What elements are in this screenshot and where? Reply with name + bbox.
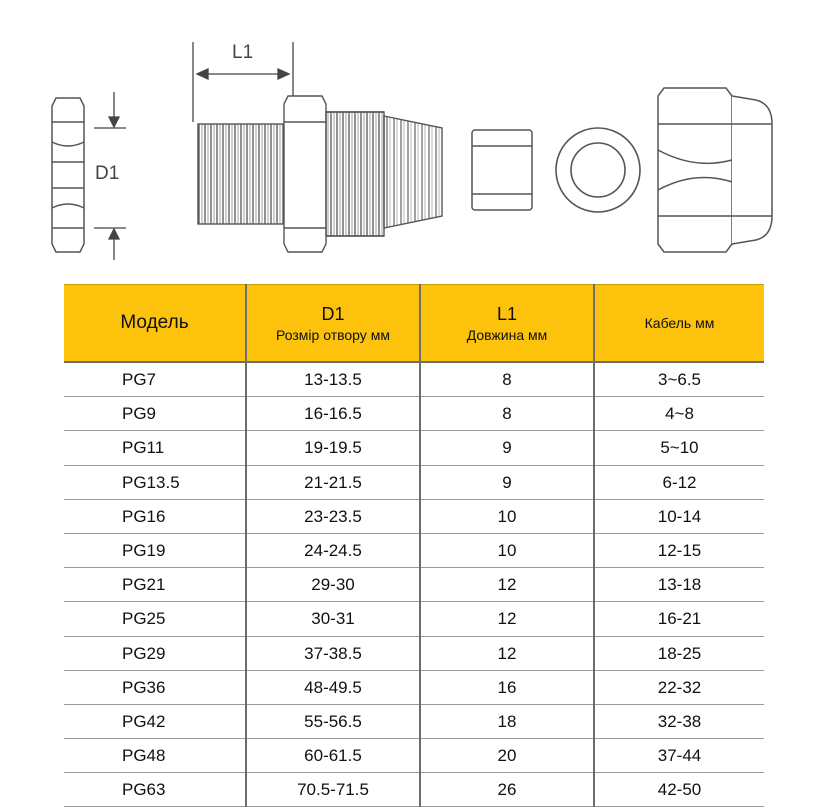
cell-model: PG11 [64, 431, 246, 465]
cell-l1: 16 [420, 670, 594, 704]
gland-body [198, 96, 442, 252]
cell-model: PG25 [64, 602, 246, 636]
cell-cable: 13-18 [594, 568, 764, 602]
cell-l1: 9 [420, 431, 594, 465]
cell-model: PG16 [64, 499, 246, 533]
cell-d1: 70.5-71.5 [246, 773, 420, 807]
cell-cable: 32-38 [594, 704, 764, 738]
table-row [64, 533, 764, 567]
header-model-label: Модель [120, 312, 189, 333]
table-row [64, 670, 764, 704]
table-body [64, 362, 764, 807]
table-row [64, 602, 764, 636]
table-row [64, 362, 764, 397]
cell-l1: 12 [420, 602, 594, 636]
cell-d1: 30-31 [246, 602, 420, 636]
cell-d1: 23-23.5 [246, 499, 420, 533]
cell-l1: 18 [420, 704, 594, 738]
table-row [64, 431, 764, 465]
table-row [64, 499, 764, 533]
cell-d1: 48-49.5 [246, 670, 420, 704]
seal-insert [472, 130, 532, 210]
header-cable-label: Кабель мм [644, 315, 715, 331]
cell-model: PG29 [64, 636, 246, 670]
cell-d1: 37-38.5 [246, 636, 420, 670]
cell-cable: 10-14 [594, 499, 764, 533]
cell-d1: 16-16.5 [246, 397, 420, 431]
cell-cable: 42-50 [594, 773, 764, 807]
table-row [64, 397, 764, 431]
l1-dimension [193, 42, 293, 122]
cell-l1: 8 [420, 397, 594, 431]
header-model [64, 285, 246, 363]
d1-label: D1 [95, 163, 120, 184]
cell-cable: 6-12 [594, 465, 764, 499]
cell-l1: 10 [420, 533, 594, 567]
cell-model: PG36 [64, 670, 246, 704]
cell-model: PG7 [64, 362, 246, 397]
header-l1-sublabel: Довжина мм [466, 326, 548, 343]
header-d1-sublabel: Розмір отвору мм [276, 326, 390, 343]
cell-d1: 55-56.5 [246, 704, 420, 738]
cell-l1: 26 [420, 773, 594, 807]
cell-l1: 10 [420, 499, 594, 533]
cable-gland-drawing [0, 0, 823, 270]
cell-d1: 21-21.5 [246, 465, 420, 499]
table-row [64, 568, 764, 602]
cell-cable: 18-25 [594, 636, 764, 670]
l1-label: L1 [232, 42, 254, 63]
cell-cable: 4~8 [594, 397, 764, 431]
dome-cap-nut [658, 88, 772, 252]
cell-l1: 8 [420, 362, 594, 397]
cell-l1: 9 [420, 465, 594, 499]
cell-l1: 12 [420, 636, 594, 670]
cell-l1: 20 [420, 739, 594, 773]
cell-model: PG48 [64, 739, 246, 773]
cell-d1: 19-19.5 [246, 431, 420, 465]
cell-model: PG42 [64, 704, 246, 738]
cell-model: PG9 [64, 397, 246, 431]
cell-cable: 5~10 [594, 431, 764, 465]
cell-cable: 16-21 [594, 602, 764, 636]
d1-dimension [94, 92, 126, 260]
header-d1-label: D1 [321, 303, 345, 324]
header-l1-label: L1 [496, 303, 518, 324]
header-d1 [246, 285, 420, 363]
table-row [64, 636, 764, 670]
cell-l1: 12 [420, 568, 594, 602]
cell-cable: 37-44 [594, 739, 764, 773]
table-row [64, 773, 764, 807]
cell-cable: 3~6.5 [594, 362, 764, 397]
header-cable [594, 285, 764, 363]
cell-model: PG19 [64, 533, 246, 567]
cell-cable: 12-15 [594, 533, 764, 567]
spec-table [64, 284, 764, 807]
cell-d1: 24-24.5 [246, 533, 420, 567]
table-row [64, 465, 764, 499]
cell-d1: 29-30 [246, 568, 420, 602]
table-row [64, 704, 764, 738]
lock-nut-side-view [52, 98, 84, 252]
cell-model: PG21 [64, 568, 246, 602]
table-row [64, 739, 764, 773]
cell-d1: 13-13.5 [246, 362, 420, 397]
cell-model: PG63 [64, 773, 246, 807]
cell-cable: 22-32 [594, 670, 764, 704]
o-ring [556, 128, 640, 212]
header-l1 [420, 285, 594, 363]
cell-model: PG13.5 [64, 465, 246, 499]
table-header-row [64, 285, 764, 363]
cell-d1: 60-61.5 [246, 739, 420, 773]
